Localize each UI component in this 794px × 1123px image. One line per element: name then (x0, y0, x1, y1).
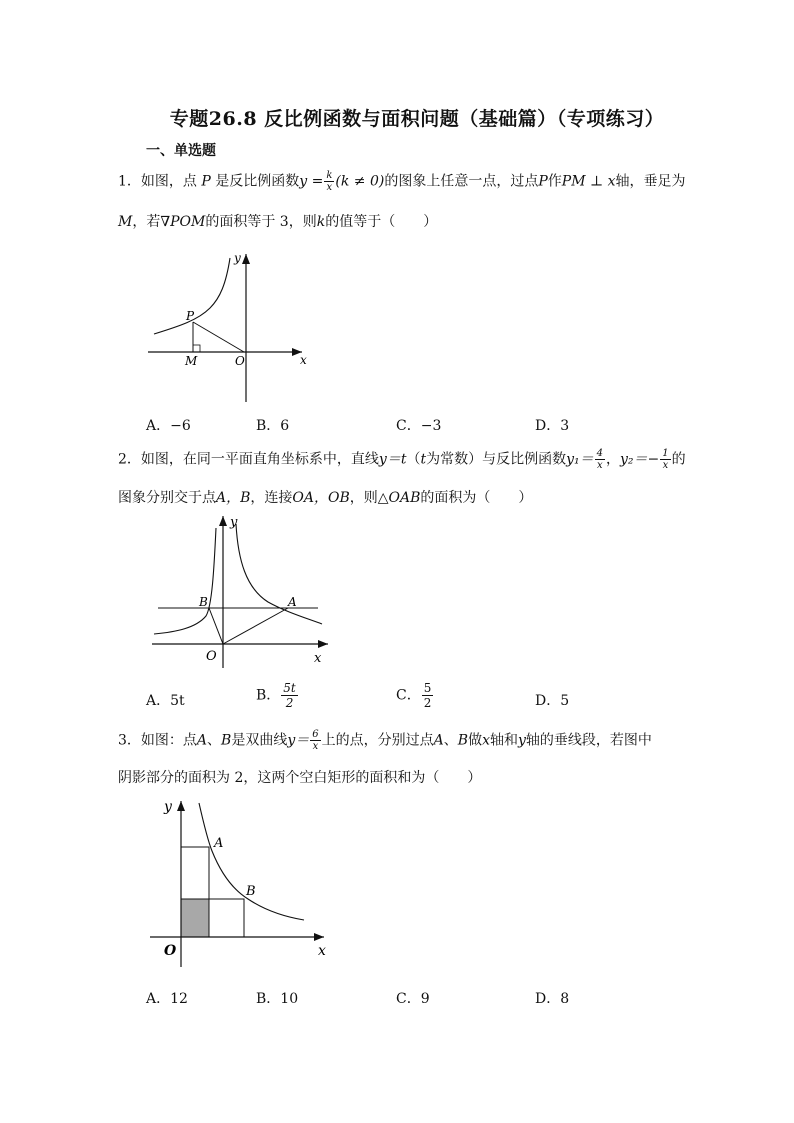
q3-hyperbola (199, 803, 304, 920)
q3-point-a: A (196, 732, 208, 749)
section-heading: 一、单选题 (146, 143, 216, 159)
q1-text-c: 的图象上任意一点，过点 (384, 173, 539, 190)
q3-text-e: 、 (443, 732, 458, 749)
q2-choice-b-den: 2 (285, 696, 294, 710)
q3-label-x: x (318, 943, 326, 959)
q2-hyperbola-y2 (154, 528, 216, 634)
q3-y-arrow (177, 801, 185, 811)
q2-line-1 (118, 448, 686, 471)
q2-text-b: （ (406, 451, 421, 468)
q3-text-h: 轴的垂线段，若图中 (525, 732, 652, 749)
q1-text-d: 作 (547, 173, 562, 190)
q2-line2-b: ，连接 (250, 490, 293, 506)
q3-number: 3． (118, 732, 141, 749)
q2-y2-den: x (662, 460, 669, 471)
q2-choice-b-fraction (281, 681, 297, 710)
q3-label-y: y (164, 799, 172, 815)
q2-label-o: O (206, 649, 217, 664)
q2-line-2 (118, 487, 532, 509)
q2-choice-b[interactable] (256, 681, 299, 710)
q2-y1: y₁＝ (566, 451, 594, 468)
q1-y-arrow (242, 254, 250, 264)
q2-text-d: 的 (671, 451, 686, 468)
q2-y1-num: 4 (596, 448, 604, 459)
q1-point-m: M (118, 214, 133, 230)
q1-condition: (k ≠ 0) (335, 173, 385, 190)
q2-line2-c: ，则 (349, 490, 378, 506)
page-title: 专题26.8 反比例函数与面积问题（基础篇）（专项练习） (169, 108, 665, 130)
q1-line-2 (118, 211, 437, 233)
q2-choice-c-label: C． (396, 687, 421, 704)
q3-y: y (517, 732, 526, 749)
q3-choice-b[interactable]: B．10 (256, 991, 299, 1007)
q3-fraction (310, 729, 320, 752)
q3-label-o: O (164, 943, 177, 959)
q3-frac-den: x (312, 741, 319, 752)
q1-figure (140, 248, 320, 408)
q2-t: t (420, 451, 427, 468)
q3-x-arrow (314, 933, 324, 941)
q1-label-m: M (185, 354, 198, 368)
q1-label-y: y (234, 251, 241, 265)
q2-y2: y₂＝− (620, 451, 660, 468)
q1-y-eq: y = (299, 173, 324, 190)
q3-text-b: 、 (207, 732, 222, 749)
q3-text-d: 上的点，分别过点 (321, 732, 434, 749)
q2-segments: OA，OB (292, 490, 350, 506)
q3-label-b: B (246, 884, 256, 899)
q1-pm-perp: PM ⊥ x (561, 173, 616, 190)
q1-number: 1． (118, 173, 141, 190)
q1-point-p: P (201, 173, 211, 190)
q3-choice-d[interactable]: D．8 (535, 991, 570, 1007)
q2-choice-c-den: 2 (423, 696, 432, 710)
q3-shaded-rect (181, 899, 209, 937)
q1-choice-c[interactable]: C．−3 (396, 418, 442, 434)
q2-y1-fraction (595, 448, 605, 471)
q2-text-a: 如图，在同一平面直角坐标系中，直线 (140, 451, 379, 468)
q2-choice-b-num: 5t (283, 681, 296, 695)
q3-text-g: 轴和 (489, 732, 518, 749)
q2-y2-fraction (660, 448, 670, 471)
q2-y-arrow (219, 516, 227, 526)
q2-y2-num: 1 (662, 448, 669, 459)
q1-line2-b: 的面积等于 3，则 (205, 214, 317, 230)
q2-choice-d[interactable]: D．5 (535, 693, 570, 709)
q3-line-2: 阴影部分的面积为 2，这两个空白矩形的面积和为（ ） (118, 770, 482, 786)
q3-label-a: A (214, 836, 224, 851)
q3-frac-num: 6 (312, 729, 319, 740)
q3-line-1 (118, 729, 652, 752)
q2-y1-den: x (597, 460, 603, 471)
q1-k: k (316, 214, 326, 230)
q3-point-a2: A (433, 732, 444, 749)
q1-choice-a[interactable]: A．−6 (146, 418, 191, 434)
q1-choice-d[interactable]: D．3 (535, 418, 570, 434)
q3-text-f: 做 (468, 732, 483, 749)
q1-line2-a: ，若 (132, 214, 161, 230)
q3-choice-c[interactable]: C．9 (396, 991, 430, 1007)
q2-segment-ob (209, 608, 223, 644)
q3-point-b: B (221, 732, 232, 749)
q1-triangle: ∇POM (160, 214, 206, 230)
q2-text-c: 为常数）与反比例函数 (426, 451, 567, 468)
q2-line2-d: 的面积为（ ） (420, 490, 533, 506)
q2-label-b: B (199, 595, 208, 609)
q3-point-b2: B (457, 732, 469, 749)
q2-label-a: A (288, 595, 297, 609)
q1-text-a: 如图，点 (140, 173, 197, 190)
q1-label-o: O (235, 354, 245, 368)
q1-label-x: x (300, 353, 307, 367)
q2-choice-a[interactable]: A．5t (146, 693, 185, 709)
q2-points-ab: A，B (216, 490, 251, 506)
q1-line-1 (118, 170, 686, 193)
q1-text-b: 是反比例函数 (215, 173, 300, 190)
q1-label-p: P (186, 309, 195, 323)
q2-segment-oa (223, 608, 288, 644)
q3-text-c: 是双曲线 (231, 732, 288, 749)
q2-line-eq: y＝t (378, 451, 407, 468)
q2-choice-b-label: B． (256, 687, 281, 704)
q2-label-x: x (314, 651, 322, 666)
q1-text-e: 轴，垂足为 (615, 173, 686, 190)
q3-figure (146, 795, 336, 975)
q1-segment-po (193, 322, 244, 352)
q1-right-angle (193, 345, 200, 352)
q3-x: x (482, 732, 490, 749)
q2-hyperbola-y1 (236, 524, 322, 624)
q2-x-arrow (318, 640, 328, 648)
q3-y-eq: y＝ (287, 732, 310, 749)
q1-fraction (324, 170, 334, 193)
q2-figure (146, 510, 336, 670)
q2-label-y: y (230, 515, 238, 530)
q2-choice-c-fraction (422, 681, 434, 710)
q2-number: 2． (118, 451, 141, 468)
q2-sep: ， (606, 451, 621, 468)
q1-point-p2: P (538, 173, 548, 190)
q3-text-a: 如图：点 (140, 732, 197, 749)
q2-triangle: △OAB (377, 490, 421, 506)
q1-line2-c: 的值等于（ ） (325, 214, 438, 230)
q2-line2-a: 图象分别交于点 (118, 490, 216, 506)
q3-choice-a[interactable]: A．12 (146, 991, 188, 1007)
q1-frac-den: x (326, 182, 333, 193)
q2-choice-c-num: 5 (423, 681, 432, 695)
q2-choice-c[interactable] (396, 681, 434, 710)
q1-choice-b[interactable]: B．6 (256, 418, 290, 434)
q1-frac-num: k (326, 170, 333, 181)
